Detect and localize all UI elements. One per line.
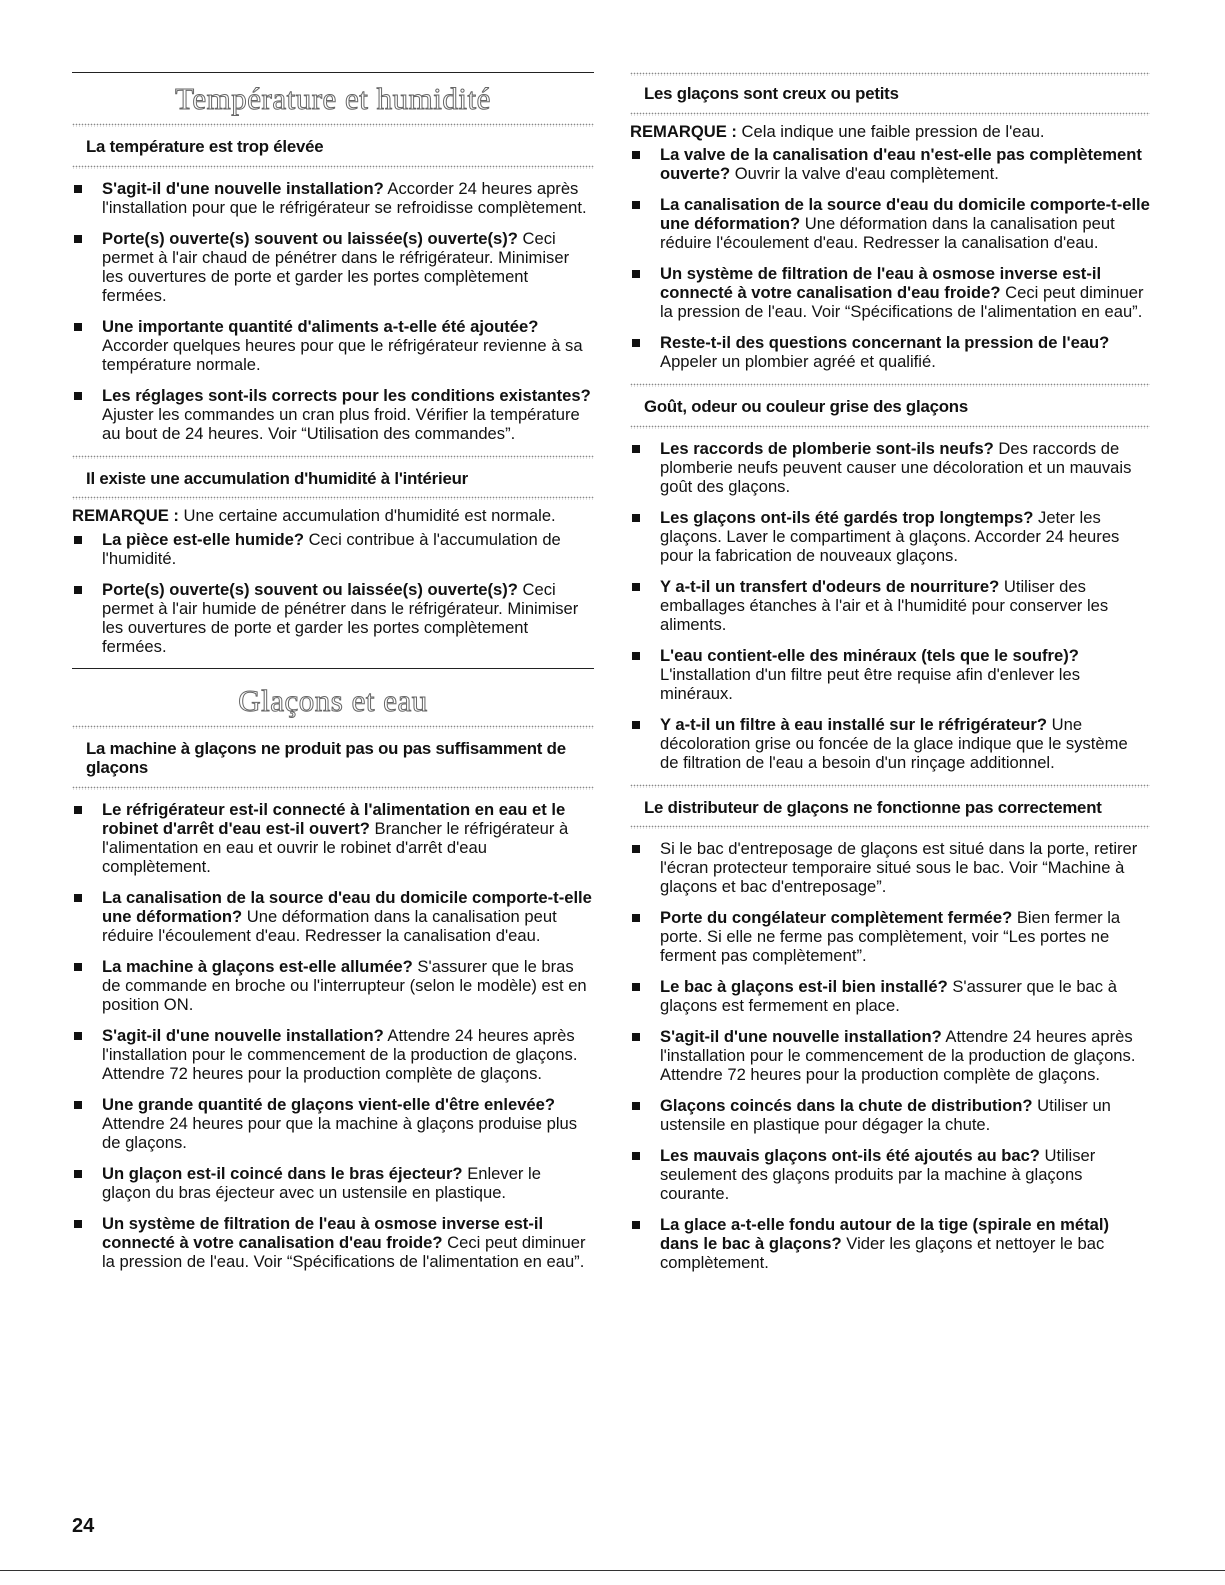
question-text: Porte du congélateur complètement fermée? [660, 908, 1013, 927]
list-item [72, 1026, 594, 1083]
bullet-icon [74, 536, 82, 544]
answer-text: Enlever le glaçon du bras éjecteur avec un ustensile en plastique. [102, 1163, 541, 1202]
bullet-icon [74, 392, 82, 400]
section-rule [72, 72, 594, 73]
answer-text: Accorder 24 heures après l'installation pour que le réfrigérateur se refroidisse complètement. [102, 178, 587, 217]
subheading-text: Goût, odeur ou couleur grise des glaçons [644, 397, 968, 416]
list-item [72, 317, 594, 374]
question-text: Les réglages sont-ils corrects pour les conditions existantes? [102, 385, 591, 405]
list-item [630, 145, 1150, 183]
answer-text: L'installation d'un filtre peut être requise afin d'enlever les minéraux. [660, 664, 1080, 703]
answer-text: Bien fermer la porte. Si elle ne ferme pas complètement, voir “Les portes ne ferment pas complètement”. [660, 908, 1121, 965]
list-item [630, 1146, 1150, 1203]
subheading-taste-odor [630, 387, 1150, 425]
question-text: Un système de filtration de l'eau à osmose inverse est-il connecté à votre canalisation d'eau froide? [102, 1213, 544, 1252]
list-item [72, 580, 594, 656]
question-text: La valve de la canalisation d'eau n'est-elle pas complètement ouverte? [660, 145, 1142, 183]
list-item [72, 957, 594, 1014]
question-text: Les mauvais glaçons ont-ils été ajoutés au bac? [660, 1146, 1040, 1165]
bullet-icon [632, 914, 640, 922]
answer-text: Utiliser seulement des glaçons produits par la machine à glaçons courante. [660, 1146, 1096, 1203]
answer-text: Accorder quelques heures pour que le réfrigérateur revienne à sa température normale. [102, 335, 583, 374]
bullet-icon [632, 151, 640, 159]
list-item [72, 1214, 594, 1271]
answer-text: Attendre 24 heures après l'installation pour le commencement de la production de glaçons. Attendre 72 heures pour la production complète de glaçons. [660, 1027, 1136, 1084]
list-item [630, 577, 1150, 634]
right-column [630, 72, 1150, 1284]
list-item [72, 800, 594, 876]
note-label: REMARQUE : [72, 506, 179, 525]
subheading-text: La machine à glaçons ne produit pas ou pas suffisamment de glaçons [86, 738, 566, 777]
bullet-icon [74, 185, 82, 193]
bullet-icon [632, 514, 640, 522]
list-item [630, 333, 1150, 371]
subheading-hollow-ice [630, 76, 1150, 112]
list-item [630, 839, 1150, 896]
bullet-icon [74, 963, 82, 971]
answer-text: Des raccords de plomberie neufs peuvent causer une décoloration et un mauvais goût des glaçons. [660, 438, 1132, 496]
answer-text: Brancher le réfrigérateur à l'alimentation en eau et ouvrir le robinet d'arrêt d'eau complètement. [102, 818, 569, 876]
question-text: L'eau contient-elle des minéraux (tels que le soufre)? [660, 645, 1079, 665]
list-item [630, 1096, 1150, 1134]
answer-text: Ceci contribue à l'accumulation de l'humidité. [102, 529, 561, 568]
bullet-icon [74, 894, 82, 902]
question-text: La glace a-t-elle fondu autour de la tige (spirale en métal) dans le bac à glaçons? [660, 1215, 1110, 1253]
bullet-icon [74, 1032, 82, 1040]
answer-text: Attendre 24 heures pour que la machine à glaçons produise plus de glaçons. [102, 1113, 578, 1152]
dotted-divider [72, 496, 594, 500]
answer-text: Ajuster les commandes un cran plus froid. Vérifier la température au bout de 24 heures. Voir “Utilisation des commandes”. [102, 404, 580, 443]
bullet-icon [74, 806, 82, 814]
answer-text: Utiliser des emballages étanches à l'air et à l'humidité pour conserver les aliments. [660, 576, 1109, 634]
answer-text: Ouvrir la valve d'eau complètement. [730, 164, 999, 183]
question-text: Glaçons coincés dans la chute de distribution? [660, 1096, 1033, 1115]
question-text: La canalisation de la source d'eau du domicile comporte-t-elle une déformation? [102, 887, 592, 926]
answer-text: Appeler un plombier agréé et qualifié. [660, 352, 936, 371]
answer-text: Une décoloration grise ou foncée de la glace indique que le système de filtration de l'eau a besoin d'un rinçage additionnel. [660, 714, 1128, 772]
subheading-humidity [72, 459, 594, 497]
bullet-icon [632, 845, 640, 853]
question-text: S'agit-il d'une nouvelle installation? [102, 1025, 384, 1045]
subheading-text: La température est trop élevée [86, 137, 324, 156]
answer-text: S'assurer que le bras de commande en broche ou l'interrupteur (selon le modèle) est en position ON. [102, 956, 587, 1014]
question-text: Le réfrigérateur est-il connecté à l'alimentation en eau et le robinet d'arrêt d'eau est-il ouvert? [102, 799, 566, 838]
question-text: Y a-t-il un transfert d'odeurs de nourriture? [660, 576, 1000, 596]
list-item [72, 1164, 594, 1202]
section-rule [72, 668, 594, 669]
note-text: Cela indique une faible pression de l'eau. [736, 121, 1045, 141]
subheading-dispenser [630, 788, 1150, 826]
list-item [630, 439, 1150, 496]
answer-text: Jeter les glaçons. Laver le compartiment à glaçons. Accorder 24 heures pour la fabrication de nouveaux glaçons. [660, 507, 1120, 565]
answer-text: Utiliser un ustensile en plastique pour dégager la chute. [660, 1096, 1111, 1134]
list-item [630, 1027, 1150, 1084]
answer-text: Vider les glaçons et nettoyer le bac complètement. [660, 1234, 1105, 1272]
answer-text: Une déformation dans la canalisation peut réduire l'écoulement d'eau. Redresser la canalisation d'eau. [660, 214, 1115, 252]
question-text: La pièce est-elle humide? [102, 529, 304, 549]
list-ice-maker [72, 800, 594, 1271]
list-item [630, 977, 1150, 1015]
answer-text: Ceci peut diminuer la pression de l'eau. Voir “Spécifications de l'alimentation en eau”. [660, 283, 1144, 321]
subheading-temperature-high [72, 127, 594, 165]
answer-text: Ceci peut diminuer la pression de l'eau. Voir “Spécifications de l'alimentation en eau”. [102, 1232, 586, 1271]
dotted-divider [630, 825, 1150, 829]
list-item [72, 386, 594, 443]
bullet-icon [632, 270, 640, 278]
question-text: Un système de filtration de l'eau à osmose inverse est-il connecté à votre canalisation d'eau froide? [660, 264, 1102, 302]
subheading-text: Il existe une accumulation d'humidité à l'intérieur [86, 468, 468, 488]
bullet-icon [632, 445, 640, 453]
answer-text: Si le bac d'entreposage de glaçons est situé dans la porte, retirer l'écran protecteur temporaire situé sous le bac. Voir “Machine à glaçons et bac d'entreposage”. [660, 839, 1138, 896]
list-dispenser [630, 839, 1150, 1272]
list-item [630, 195, 1150, 252]
list-item [72, 229, 594, 305]
answer-text: Attendre 24 heures après l'installation pour le commencement de la production de glaçons. Attendre 72 heures pour la production complète de glaçons. [102, 1025, 578, 1083]
answer-text: Ceci permet à l'air chaud de pénétrer dans le réfrigérateur. Minimiser les ouvertures de porte et garder les portes complètement fermées. [102, 228, 570, 305]
bullet-icon [632, 1102, 640, 1110]
subheading-ice-maker [72, 729, 594, 786]
bullet-icon [632, 339, 640, 347]
bullet-icon [74, 1220, 82, 1228]
list-item [630, 646, 1150, 703]
subheading-text: Le distributeur de glaçons ne fonctionne pas correctement [644, 797, 1102, 817]
dotted-divider [72, 165, 594, 169]
bottom-rule [0, 1570, 1225, 1571]
bullet-icon [74, 586, 82, 594]
note-text: Une certaine accumulation d'humidité est normale. [178, 506, 556, 525]
dotted-divider [630, 425, 1150, 429]
question-text: S'agit-il d'une nouvelle installation? [102, 178, 384, 198]
list-item [72, 1095, 594, 1152]
bullet-icon [632, 1033, 640, 1041]
page-number: 24 [72, 1515, 95, 1537]
note-humidity [72, 506, 594, 526]
dotted-divider [630, 112, 1150, 116]
bullet-icon [632, 983, 640, 991]
list-item [630, 264, 1150, 321]
question-text: Une grande quantité de glaçons vient-elle d'être enlevée? [102, 1094, 556, 1114]
bullet-icon [74, 323, 82, 331]
question-text: La machine à glaçons est-elle allumée? [102, 956, 413, 976]
list-item [630, 715, 1150, 772]
section-title-temperature: Température et humidité [175, 81, 491, 116]
left-column [72, 72, 594, 1283]
note-hollow-ice [630, 122, 1150, 142]
question-text: Une importante quantité d'aliments a-t-elle été ajoutée? [102, 316, 539, 336]
section-title-ice-water: Glaçons et eau [238, 682, 428, 718]
question-text: Y a-t-il un filtre à eau installé sur le réfrigérateur? [660, 714, 1047, 734]
bullet-icon [74, 235, 82, 243]
answer-text: Une déformation dans la canalisation peut réduire l'écoulement d'eau. Redresser la canalisation d'eau. [102, 906, 557, 945]
list-humidity [72, 530, 594, 656]
bullet-icon [632, 1221, 640, 1229]
question-text: Un glaçon est-il coincé dans le bras éjecteur? [102, 1163, 463, 1183]
question-text: La canalisation de la source d'eau du domicile comporte-t-elle une déformation? [660, 195, 1150, 233]
list-item [630, 908, 1150, 965]
list-item [72, 530, 594, 568]
bullet-icon [632, 1152, 640, 1160]
answer-text: S'assurer que le bac à glaçons est fermement en place. [660, 977, 1117, 1015]
note-label: REMARQUE : [630, 121, 737, 141]
bullet-icon [632, 721, 640, 729]
bullet-icon [632, 583, 640, 591]
question-text: Porte(s) ouverte(s) souvent ou laissée(s) ouverte(s)? [102, 579, 518, 599]
bullet-icon [74, 1101, 82, 1109]
bullet-icon [632, 652, 640, 660]
list-item [630, 1215, 1150, 1272]
bullet-icon [632, 201, 640, 209]
question-text: Le bac à glaçons est-il bien installé? [660, 977, 948, 996]
list-item [72, 179, 594, 217]
list-temperature-high [72, 179, 594, 443]
question-text: Reste-t-il des questions concernant la pression de l'eau? [660, 333, 1110, 352]
list-item [72, 888, 594, 945]
subheading-text: Les glaçons sont creux ou petits [644, 84, 899, 103]
dotted-divider [72, 786, 594, 790]
list-taste-odor [630, 439, 1150, 772]
list-hollow-ice [630, 145, 1150, 371]
question-text: S'agit-il d'une nouvelle installation? [660, 1027, 942, 1046]
answer-text: Ceci permet à l'air humide de pénétrer dans le réfrigérateur. Minimiser les ouvertures de porte et garder les portes complètement fermées. [102, 579, 579, 656]
question-text: Les glaçons ont-ils été gardés trop longtemps? [660, 507, 1034, 527]
question-text: Les raccords de plomberie sont-ils neufs? [660, 438, 994, 458]
question-text: Porte(s) ouverte(s) souvent ou laissée(s) ouverte(s)? [102, 228, 518, 248]
list-item [630, 508, 1150, 565]
bullet-icon [74, 1170, 82, 1178]
